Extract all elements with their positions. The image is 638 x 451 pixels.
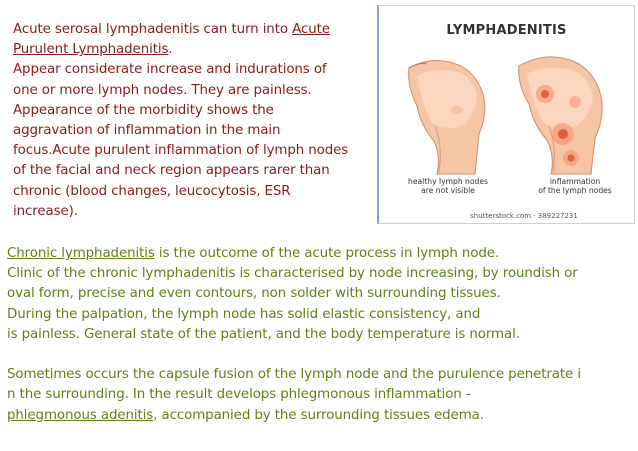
text-line: Purulent Lymphadenitis. <box>13 42 173 58</box>
text-line: n the surrounding. In the result develops phlegmonous inflammation - <box>7 387 471 403</box>
phlegmonous-adenitis-link[interactable]: phlegmonous adenitis <box>7 407 154 423</box>
text-line: focus.Acute purulent inflammation of lymph nodes <box>13 143 349 159</box>
acute-purulent-link-cont[interactable]: Purulent Lymphadenitis <box>13 42 169 58</box>
caption-healthy: healthy lymph nodes are not visible <box>408 177 488 195</box>
text-line: Chronic lymphadenitis is the outcome of the acute process in lymph node. <box>7 246 500 261</box>
text-line: Acute serosal lymphadenitis can turn into Acute <box>13 22 330 37</box>
text-line: phlegmonous adenitis, accompanied by the surrounding tissues edema. <box>7 407 484 423</box>
text-line: Appearance of the morbidity shows the <box>13 102 274 118</box>
text-line: one or more lymph nodes. They are painless. <box>13 82 312 98</box>
acute-lymphadenitis-paragraph <box>13 20 373 222</box>
lymphadenitis-illustration <box>377 5 635 224</box>
text-line: Appear considerate increase and indurations of <box>13 62 327 78</box>
stock-credit: shutterstock.com · 389227231 <box>470 212 578 220</box>
paragraph-gap <box>7 345 632 365</box>
text-line: During the palpation, the lymph node has solid elastic consistency, and <box>7 306 481 322</box>
text-line: of the facial and neck region appears rarer than <box>13 163 330 179</box>
text-line: Clinic of the chronic lymphadenitis is characterised by node increasing, by roundish or <box>7 266 578 282</box>
text-line: Sometimes occurs the capsule fusion of the lymph node and the purulence penetrate i <box>7 367 581 383</box>
text-line: chronic (blood changes, leucocytosis, ESR <box>13 183 291 199</box>
inflamed-neck-figure <box>519 57 602 174</box>
caption-inflamed: inflammation of the lymph nodes <box>538 177 612 195</box>
text-line: aggravation of inflammation in the main <box>13 123 281 139</box>
text-line: oval form, precise and even contours, non solder with surrounding tissues. <box>7 286 501 302</box>
acute-purulent-link[interactable]: Acute <box>292 22 330 37</box>
healthy-neck-figure <box>409 60 485 174</box>
text-line: increase). <box>13 203 78 219</box>
illustration-title: LYMPHADENITIS <box>446 23 567 38</box>
text-line: is painless. General state of the patient, and the body temperature is normal. <box>7 326 520 342</box>
chronic-lymphadenitis-link[interactable]: Chronic lymphadenitis <box>7 246 155 261</box>
chronic-lymphadenitis-paragraph <box>7 244 632 426</box>
